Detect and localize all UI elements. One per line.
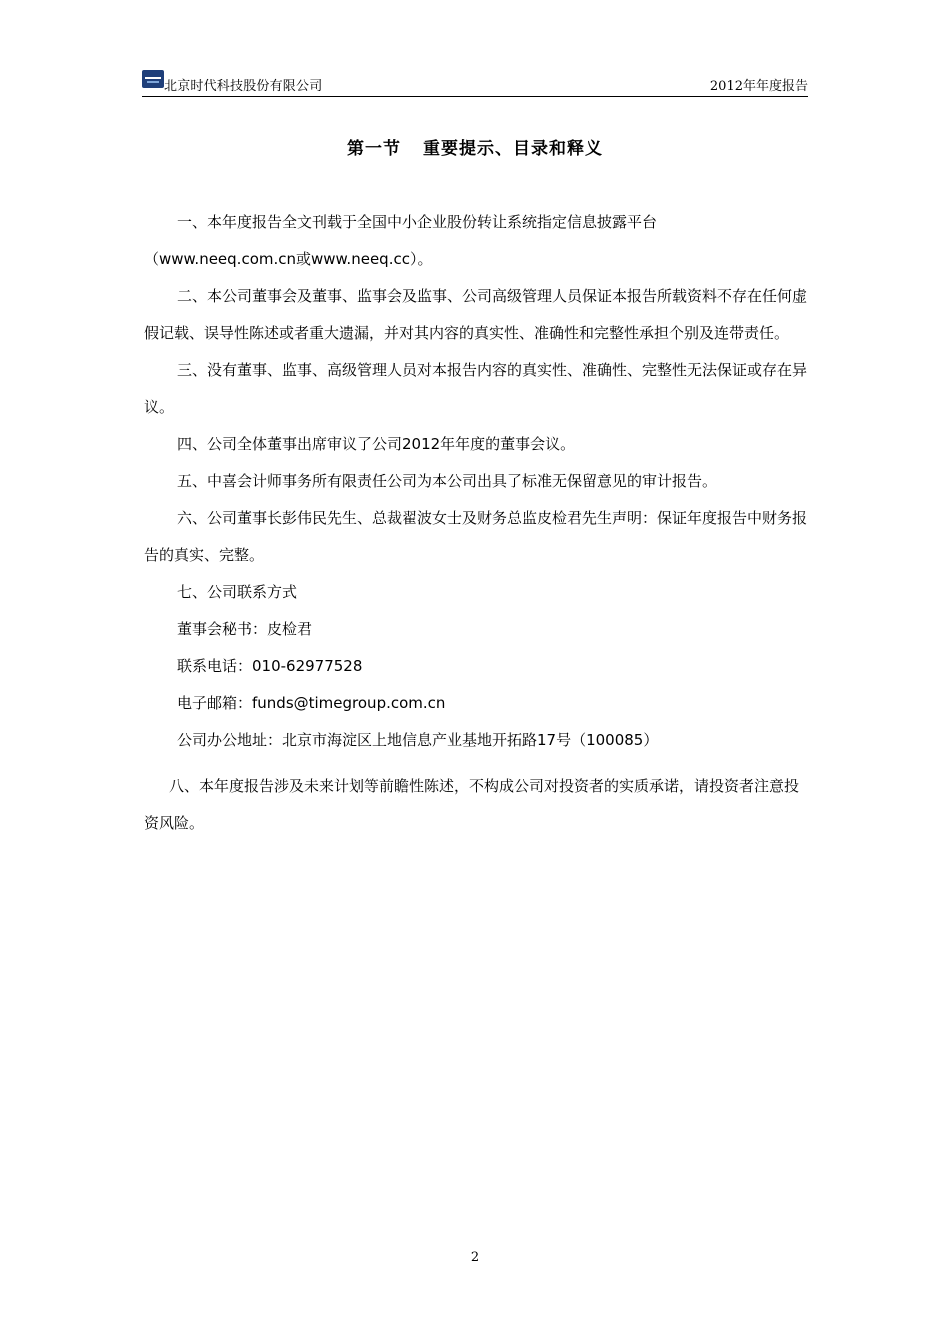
item-2: 二、本公司董事会及董事、监事会及监事、公司高级管理人员保证本报告所载资料不存在任何虚假记载、误导性陈述或者重大遗漏，并对其内容的真实性、准确性和完整性承担个别及连带责任。 — [144, 287, 808, 342]
contact-phone: 联系电话：010-62977528 — [177, 657, 363, 675]
item-3: 三、没有董事、监事、高级管理人员对本报告内容的真实性、准确性、完整性无法保证或存在异议。 — [144, 361, 808, 416]
item-4: 四、公司全体董事出席审议了公司2012年年度的董事会议。 — [177, 435, 576, 453]
contact-email: 电子邮箱：funds@timegroup.com.cn — [177, 694, 446, 712]
company-name: 北京时代科技股份有限公司 — [164, 79, 323, 94]
time-group-logo-icon — [142, 70, 164, 88]
item-1-line-1: 一、本年度报告全文刊载于全国中小企业股份转让系统指定信息披露平台 — [177, 213, 658, 231]
item-5: 五、中喜会计师事务所有限责任公司为本公司出具了标准无保留意见的审计报告。 — [177, 472, 718, 490]
item-8: 八、本年度报告涉及未来计划等前瞻性陈述，不构成公司对投资者的实质承诺，请投资者注意投资风险。 — [144, 777, 800, 832]
section-title — [0, 134, 950, 159]
contact-secretary: 董事会秘书：皮检君 — [177, 620, 313, 638]
document-body — [144, 204, 810, 842]
page-header — [142, 66, 808, 97]
page-number: 2 — [470, 1250, 480, 1265]
report-label: 2012年年度报告 — [709, 79, 808, 94]
contact-address: 公司办公地址：北京市海淀区上地信息产业基地开拓路17号（100085） — [177, 731, 659, 749]
section-heading: 重要提示、目录和释义 — [423, 139, 603, 159]
section-number: 第一节 — [347, 139, 401, 159]
item-1-line-2: （www.neeq.com.cn或www.neeq.cc）。 — [144, 250, 433, 268]
item-6: 六、公司董事长彭伟民先生、总裁翟波女士及财务总监皮检君先生声明：保证年度报告中财务报告的真实、完整。 — [144, 509, 808, 564]
item-7: 七、公司联系方式 — [177, 583, 298, 601]
